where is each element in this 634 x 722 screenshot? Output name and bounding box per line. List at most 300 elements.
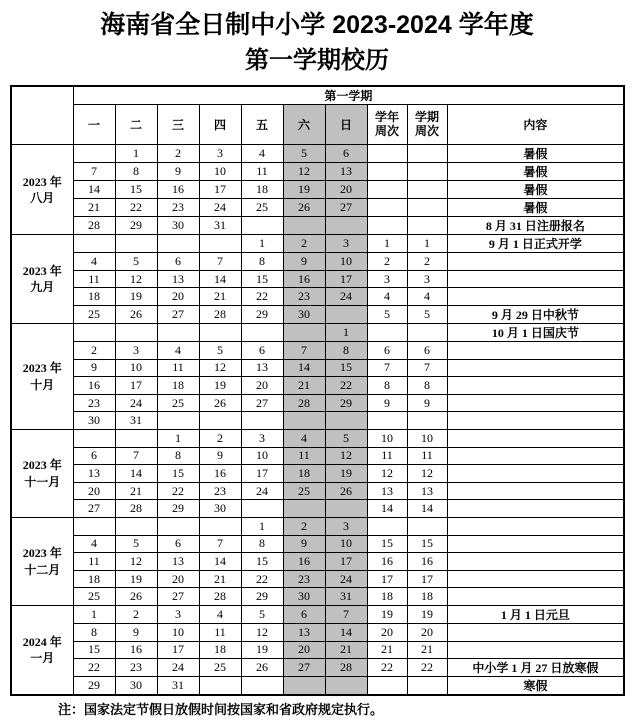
calendar-week-row (11, 535, 624, 553)
content-cell: 9 月 29 日中秋节 (447, 306, 624, 324)
day-cell: 21 (325, 641, 367, 659)
day-cell: 17 (241, 465, 283, 483)
day-cell: 22 (73, 659, 115, 677)
day-cell: 3 (115, 342, 157, 360)
day-cell: 16 (199, 465, 241, 483)
calendar-week-row (11, 342, 624, 360)
weekday-header-row (11, 105, 624, 145)
day-cell: 11 (241, 163, 283, 181)
month-label: 2023 年 十一月 (11, 430, 73, 518)
school-year-week-cell: 7 (367, 359, 407, 377)
calendar-week-row (11, 377, 624, 395)
day-cell: 2 (283, 235, 325, 253)
day-cell: 9 (199, 447, 241, 465)
day-cell: 27 (157, 306, 199, 324)
day-cell: 20 (73, 482, 115, 500)
day-cell: 26 (115, 588, 157, 606)
calendar-week-row (11, 217, 624, 235)
day-cell: 10 (325, 253, 367, 271)
day-cell: 28 (325, 659, 367, 677)
day-cell: 20 (157, 288, 199, 306)
day-cell: 1 (325, 324, 367, 342)
semester-week-cell: 19 (407, 605, 447, 623)
calendar-week-row (11, 659, 624, 677)
day-cell: 4 (199, 605, 241, 623)
content-cell (447, 377, 624, 395)
calendar-week-row (11, 145, 624, 163)
calendar-week-row (11, 677, 624, 696)
day-cell: 30 (73, 412, 115, 430)
semester-week-cell: 4 (407, 288, 447, 306)
day-cell: 11 (283, 447, 325, 465)
day-cell: 4 (283, 430, 325, 448)
day-cell: 20 (283, 641, 325, 659)
semester-week-cell: 9 (407, 394, 447, 412)
day-cell: 27 (283, 659, 325, 677)
day-cell: 30 (157, 217, 199, 235)
day-cell: 18 (73, 570, 115, 588)
day-cell: 5 (325, 430, 367, 448)
content-cell (447, 570, 624, 588)
day-cell: 8 (241, 535, 283, 553)
day-cell: 28 (283, 394, 325, 412)
day-cell: 24 (157, 659, 199, 677)
day-cell: 11 (73, 270, 115, 288)
day-cell: 15 (241, 553, 283, 571)
content-cell: 暑假 (447, 199, 624, 217)
day-cell: 27 (73, 500, 115, 518)
day-cell: 23 (283, 288, 325, 306)
day-cell: 2 (157, 145, 199, 163)
day-cell: 3 (241, 430, 283, 448)
day-cell (157, 235, 199, 253)
day-cell: 1 (241, 235, 283, 253)
day-cell: 22 (115, 199, 157, 217)
day-cell: 30 (115, 677, 157, 696)
semester-week-cell: 5 (407, 306, 447, 324)
day-cell (283, 217, 325, 235)
day-cell (157, 412, 199, 430)
school-year-week-cell (367, 217, 407, 235)
day-cell: 15 (73, 641, 115, 659)
day-cell: 30 (283, 588, 325, 606)
day-cell: 11 (199, 623, 241, 641)
day-cell: 24 (325, 570, 367, 588)
semester-week-cell (407, 677, 447, 696)
day-cell: 13 (283, 623, 325, 641)
calendar-week-row (11, 605, 624, 623)
content-cell (447, 535, 624, 553)
school-year-week-cell (367, 518, 407, 536)
day-cell: 13 (73, 465, 115, 483)
calendar-week-row (11, 199, 624, 217)
school-year-week-cell: 15 (367, 535, 407, 553)
school-year-week-cell: 11 (367, 447, 407, 465)
calendar-week-row (11, 253, 624, 271)
day-cell: 17 (115, 377, 157, 395)
day-cell (283, 412, 325, 430)
day-cell: 14 (199, 270, 241, 288)
day-cell: 19 (199, 377, 241, 395)
day-cell: 7 (325, 605, 367, 623)
day-cell: 26 (241, 659, 283, 677)
calendar-body (11, 86, 624, 695)
day-cell: 2 (73, 342, 115, 360)
day-cell (73, 235, 115, 253)
day-cell: 11 (157, 359, 199, 377)
school-year-week-cell: 5 (367, 306, 407, 324)
day-cell (157, 324, 199, 342)
day-cell (73, 518, 115, 536)
day-cell (199, 518, 241, 536)
day-cell: 24 (325, 288, 367, 306)
day-cell: 23 (115, 659, 157, 677)
day-cell: 12 (115, 553, 157, 571)
calendar-week-row (11, 430, 624, 448)
day-cell: 5 (115, 253, 157, 271)
semester-week-cell: 17 (407, 570, 447, 588)
day-cell: 29 (241, 588, 283, 606)
semester-week-cell (407, 145, 447, 163)
month-label: 2023 年 十二月 (11, 518, 73, 606)
day-cell: 8 (241, 253, 283, 271)
calendar-table (10, 85, 625, 696)
calendar-week-row (11, 163, 624, 181)
semester-week-cell: 20 (407, 623, 447, 641)
calendar-week-row (11, 641, 624, 659)
day-cell: 12 (199, 359, 241, 377)
content-cell (447, 465, 624, 483)
day-cell: 12 (283, 163, 325, 181)
day-cell: 17 (199, 181, 241, 199)
day-cell: 6 (73, 447, 115, 465)
day-cell: 6 (157, 535, 199, 553)
day-cell: 10 (115, 359, 157, 377)
school-year-week-cell: 22 (367, 659, 407, 677)
day-cell: 1 (157, 430, 199, 448)
day-cell: 14 (199, 553, 241, 571)
content-cell: 暑假 (447, 163, 624, 181)
day-cell: 19 (325, 465, 367, 483)
day-cell: 22 (241, 570, 283, 588)
school-year-week-header: 学年 周次 (367, 105, 407, 145)
day-cell (73, 324, 115, 342)
day-cell: 9 (115, 623, 157, 641)
day-cell: 25 (283, 482, 325, 500)
school-year-week-cell: 19 (367, 605, 407, 623)
day-cell: 6 (283, 605, 325, 623)
day-cell: 7 (199, 253, 241, 271)
school-year-week-cell (367, 677, 407, 696)
semester-week-cell: 16 (407, 553, 447, 571)
day-cell: 14 (325, 623, 367, 641)
day-cell: 13 (325, 163, 367, 181)
school-year-week-cell: 17 (367, 570, 407, 588)
school-year-week-cell: 16 (367, 553, 407, 571)
calendar-week-row (11, 412, 624, 430)
content-header: 内容 (447, 105, 624, 145)
content-cell: 1 月 1 日元旦 (447, 605, 624, 623)
day-cell (115, 235, 157, 253)
calendar-week-row (11, 394, 624, 412)
day-cell (199, 677, 241, 696)
day-cell: 8 (115, 163, 157, 181)
day-cell (283, 677, 325, 696)
day-cell: 14 (283, 359, 325, 377)
day-cell: 15 (115, 181, 157, 199)
day-cell: 29 (325, 394, 367, 412)
semester-week-cell: 2 (407, 253, 447, 271)
day-cell: 1 (115, 145, 157, 163)
content-cell (447, 288, 624, 306)
day-cell: 7 (115, 447, 157, 465)
day-cell: 30 (283, 306, 325, 324)
weekday-header: 三 (157, 105, 199, 145)
semester-week-cell: 22 (407, 659, 447, 677)
day-cell: 8 (325, 342, 367, 360)
semester-week-cell (407, 324, 447, 342)
day-cell (199, 324, 241, 342)
semester-week-cell: 7 (407, 359, 447, 377)
content-cell (447, 270, 624, 288)
day-cell: 26 (283, 199, 325, 217)
day-cell: 21 (199, 570, 241, 588)
day-cell: 11 (73, 553, 115, 571)
day-cell: 5 (241, 605, 283, 623)
day-cell: 26 (115, 306, 157, 324)
calendar-week-row (11, 588, 624, 606)
day-cell (325, 217, 367, 235)
day-cell: 28 (199, 306, 241, 324)
day-cell (241, 324, 283, 342)
semester-week-cell: 6 (407, 342, 447, 360)
month-label: 2023 年 九月 (11, 235, 73, 324)
day-cell: 18 (199, 641, 241, 659)
content-cell (447, 342, 624, 360)
semester-week-cell (407, 518, 447, 536)
day-cell: 21 (199, 288, 241, 306)
semester-week-cell (407, 199, 447, 217)
day-cell: 6 (157, 253, 199, 271)
day-cell: 3 (199, 145, 241, 163)
semester-week-cell: 13 (407, 482, 447, 500)
weekday-header: 六 (283, 105, 325, 145)
weekday-header: 日 (325, 105, 367, 145)
calendar-week-row (11, 288, 624, 306)
day-cell: 27 (325, 199, 367, 217)
day-cell: 5 (115, 535, 157, 553)
calendar-week-row (11, 553, 624, 571)
day-cell: 16 (283, 553, 325, 571)
calendar-week-row (11, 181, 624, 199)
weekday-header: 四 (199, 105, 241, 145)
calendar-week-row (11, 518, 624, 536)
day-cell: 22 (157, 482, 199, 500)
month-label: 2023 年 八月 (11, 145, 73, 235)
day-cell: 9 (157, 163, 199, 181)
day-cell: 13 (157, 270, 199, 288)
school-year-week-cell: 3 (367, 270, 407, 288)
day-cell: 19 (115, 288, 157, 306)
day-cell: 18 (157, 377, 199, 395)
school-year-week-cell: 2 (367, 253, 407, 271)
day-cell: 19 (115, 570, 157, 588)
content-cell (447, 430, 624, 448)
day-cell (241, 500, 283, 518)
day-cell: 16 (115, 641, 157, 659)
semester-week-cell: 11 (407, 447, 447, 465)
day-cell: 22 (325, 377, 367, 395)
content-cell (447, 500, 624, 518)
weekday-header: 一 (73, 105, 115, 145)
day-cell: 1 (241, 518, 283, 536)
day-cell (241, 217, 283, 235)
school-year-week-cell (367, 324, 407, 342)
day-cell: 10 (325, 535, 367, 553)
day-cell: 4 (73, 535, 115, 553)
day-cell: 31 (157, 677, 199, 696)
day-cell: 2 (199, 430, 241, 448)
page-title-line2: 第一学期校历 (245, 47, 389, 74)
day-cell: 29 (241, 306, 283, 324)
calendar-week-row (11, 359, 624, 377)
day-cell: 4 (73, 253, 115, 271)
day-cell: 24 (241, 482, 283, 500)
day-cell (199, 235, 241, 253)
content-cell (447, 588, 624, 606)
semester-week-header: 学期 周次 (407, 105, 447, 145)
school-year-week-cell: 21 (367, 641, 407, 659)
semester-header: 第一学期 (73, 86, 624, 105)
school-year-week-cell: 13 (367, 482, 407, 500)
school-year-week-cell (367, 412, 407, 430)
day-cell: 9 (283, 253, 325, 271)
semester-week-cell: 3 (407, 270, 447, 288)
semester-week-cell: 1 (407, 235, 447, 253)
day-cell: 23 (73, 394, 115, 412)
day-cell: 2 (115, 605, 157, 623)
content-cell (447, 641, 624, 659)
day-cell: 25 (157, 394, 199, 412)
day-cell: 3 (325, 235, 367, 253)
day-cell (283, 324, 325, 342)
semester-week-cell: 14 (407, 500, 447, 518)
calendar-week-row (11, 447, 624, 465)
day-cell (283, 500, 325, 518)
content-cell: 暑假 (447, 145, 624, 163)
school-year-week-cell: 9 (367, 394, 407, 412)
day-cell (73, 145, 115, 163)
day-cell: 21 (115, 482, 157, 500)
day-cell (325, 412, 367, 430)
day-cell: 17 (325, 270, 367, 288)
content-cell (447, 394, 624, 412)
day-cell: 25 (199, 659, 241, 677)
day-cell: 29 (115, 217, 157, 235)
day-cell: 15 (325, 359, 367, 377)
day-cell (73, 430, 115, 448)
semester-week-cell (407, 163, 447, 181)
calendar-week-row (11, 324, 624, 342)
day-cell: 25 (241, 199, 283, 217)
content-cell: 暑假 (447, 181, 624, 199)
school-year-week-cell (367, 181, 407, 199)
corner-cell (11, 86, 73, 145)
semester-week-cell: 10 (407, 430, 447, 448)
semester-week-cell: 12 (407, 465, 447, 483)
content-cell (447, 482, 624, 500)
day-cell: 21 (73, 199, 115, 217)
day-cell: 9 (283, 535, 325, 553)
content-cell (447, 447, 624, 465)
day-cell: 15 (157, 465, 199, 483)
school-year-week-cell: 6 (367, 342, 407, 360)
day-cell (241, 677, 283, 696)
day-cell: 8 (73, 623, 115, 641)
content-cell: 9 月 1 日正式开学 (447, 235, 624, 253)
day-cell: 29 (73, 677, 115, 696)
day-cell: 21 (283, 377, 325, 395)
day-cell (325, 677, 367, 696)
day-cell: 12 (241, 623, 283, 641)
day-cell (325, 306, 367, 324)
day-cell: 25 (73, 306, 115, 324)
school-year-week-cell: 4 (367, 288, 407, 306)
day-cell (241, 412, 283, 430)
content-cell (447, 623, 624, 641)
day-cell: 12 (115, 270, 157, 288)
calendar-week-row (11, 482, 624, 500)
day-cell (157, 518, 199, 536)
day-cell: 26 (325, 482, 367, 500)
day-cell: 2 (283, 518, 325, 536)
day-cell: 16 (283, 270, 325, 288)
semester-week-cell: 8 (407, 377, 447, 395)
day-cell: 14 (115, 465, 157, 483)
month-label: 2024 年 一月 (11, 605, 73, 695)
day-cell: 31 (199, 217, 241, 235)
school-year-week-cell: 10 (367, 430, 407, 448)
day-cell: 6 (325, 145, 367, 163)
content-cell: 10 月 1 日国庆节 (447, 324, 624, 342)
school-year-week-cell: 20 (367, 623, 407, 641)
day-cell: 4 (241, 145, 283, 163)
day-cell: 3 (325, 518, 367, 536)
day-cell: 15 (241, 270, 283, 288)
day-cell: 12 (325, 447, 367, 465)
calendar-week-row (11, 500, 624, 518)
content-cell (447, 553, 624, 571)
day-cell: 18 (241, 181, 283, 199)
school-year-week-cell: 14 (367, 500, 407, 518)
day-cell: 13 (157, 553, 199, 571)
month-label: 2023 年 十月 (11, 324, 73, 430)
day-cell: 25 (73, 588, 115, 606)
day-cell (115, 324, 157, 342)
day-cell: 5 (283, 145, 325, 163)
semester-week-cell (407, 217, 447, 235)
day-cell: 3 (157, 605, 199, 623)
day-cell: 28 (115, 500, 157, 518)
content-cell (447, 359, 624, 377)
calendar-page (0, 10, 634, 718)
day-cell: 28 (73, 217, 115, 235)
day-cell: 29 (157, 500, 199, 518)
day-cell: 16 (157, 181, 199, 199)
content-cell: 寒假 (447, 677, 624, 696)
day-cell: 17 (325, 553, 367, 571)
school-year-week-cell: 18 (367, 588, 407, 606)
